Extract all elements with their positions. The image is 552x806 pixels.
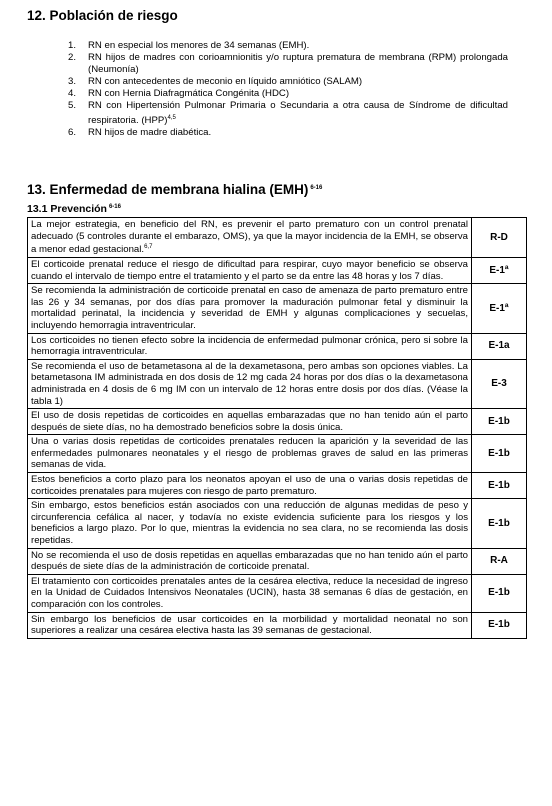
recommendation-text-cell [28, 435, 472, 473]
list-item [68, 76, 508, 88]
list-item [68, 52, 508, 76]
list-number: 3. [68, 76, 77, 87]
risk-population-list [68, 40, 508, 139]
evidence-level: E-1b [472, 612, 527, 638]
list-text: RN hijos de madre diabética. [88, 127, 212, 139]
table-row [28, 333, 527, 359]
list-item [68, 100, 508, 127]
reference-superscript: 6-16 [310, 184, 323, 191]
evidence-level: E-1b [472, 435, 527, 473]
table-row [28, 257, 527, 283]
recommendation-text: Estos beneficios a corto plazo para los neonatos apoyan el uso de una o varias dosis repetidas de corticoides prenatales para mujeres con riesgo de parto prematuro. [31, 474, 468, 497]
recommendations-table [27, 217, 527, 639]
recommendation-text: Sin embargo los beneficios de usar corticoides en la morbilidad y mortalidad neonatal no son superiores a realizar una cesárea electiva hasta las 39 semanas de gestacional. [31, 613, 468, 637]
section-13-title-text: 13. Enfermedad de membrana hialina (EMH) [27, 182, 309, 197]
recommendation-text: Sin embargo, estos beneficios están asociados con una reducción de algunas medidas de peso y circunferencia cefálica al nacer, y todavía no existe evidencia suficiente para los riesgos y los beneficios a largo plazo. Por lo que, mientras la evidencia no sea clara, no se recomienda las dosis repetidas. [31, 500, 468, 547]
recommendation-text-cell [28, 359, 472, 408]
evidence-level: E-1b [472, 473, 527, 499]
table-row [28, 284, 527, 333]
recommendation-text: Los corticoides no tienen efecto sobre la incidencia de enfermedad pulmonar crónica, pero si sobre la hemorragia intraventricular. [31, 334, 468, 358]
recommendation-text-cell [28, 548, 472, 574]
evidence-level: R-A [472, 548, 527, 574]
table-row [28, 499, 527, 548]
recommendation-text: Una o varias dosis repetidas de corticoides prenatales reducen la aparición y la severidad de las enfermedades pulmonares neonatales y el riesgo de problemas graves de salud en las primeras semanas de vida. [31, 436, 468, 471]
recommendation-text: Se recomienda la administración de corticoide prenatal en caso de amenaza de parto prematuro entre las 26 y 34 semanas, por dos días para promover la maduración pulmonar fetal y disminuir la mortalidad perinatal, la incidencia y severidad de EMH y algunas complicaciones y secuelas, incluyendo hemorragia intraventricular. [31, 285, 468, 331]
recommendation-text-cell [28, 612, 472, 638]
recommendation-text: El uso de dosis repetidas de corticoides en aquellas embarazadas que no han tenido aún el parto después de siete días, no ha demostrado beneficios sobre la dosis única. [31, 410, 468, 433]
list-number: 4. [68, 88, 77, 99]
recommendation-text: El tratamiento con corticoides prenatales antes de la cesárea electiva, reduce la necesidad de ingreso en la Unidad de Cuidados Intensivos Neonatales (UCIN), hasta 38 semanas 6 días de gestación, en comparación con los controles. [31, 575, 468, 610]
evidence-level: R-D [472, 218, 527, 258]
recommendation-text-cell [28, 218, 472, 258]
evidence-level: E-3 [472, 359, 527, 408]
recommendation-text: La mejor estrategia, en beneficio del RN, es prevenir el parto prematuro con un control prenatal adecuado (5 controles durante el embarazo, OMS), ya que la mayor incidencia de la EMH, se observa a menor edad gestacional. [31, 219, 468, 256]
table-row [28, 218, 527, 258]
list-item [68, 40, 508, 52]
list-number: 5. [68, 100, 77, 111]
reference-superscript: 6-16 [108, 203, 121, 210]
table-row [28, 435, 527, 473]
section-13-title [27, 182, 322, 197]
list-number: 2. [68, 52, 77, 63]
recommendation-text-cell [28, 257, 472, 283]
section-13-1-title [27, 203, 121, 215]
evidence-level: E-1b [472, 409, 527, 435]
table-row [28, 409, 527, 435]
recommendation-text-cell [28, 499, 472, 548]
recommendation-text: Se recomienda el uso de betametasona al de la dexametasona, pero ambas son opciones viables. La betametasona IM administrada en dos dosis de 12 mg cada 24 horas por dos días o la dexametasona administrada en 4 dosis de 6 mg IM con un intervalo de 12 horas entre dosis por dos días. (Véase la tabla 1) [31, 360, 468, 407]
recommendation-text-cell [28, 333, 472, 359]
table-row [28, 473, 527, 499]
table-row [28, 548, 527, 574]
list-item [68, 127, 508, 139]
list-item [68, 88, 508, 100]
evidence-level: E-1ª [472, 284, 527, 333]
list-text: RN con antecedentes de meconio en líquido amniótico (SALAM) [88, 76, 363, 87]
list-text: RN en especial los menores de 34 semanas (EMH). [88, 40, 310, 51]
evidence-level: E-1b [472, 499, 527, 548]
section-12-title: 12. Población de riesgo [27, 8, 178, 23]
list-number: 6. [68, 127, 77, 139]
section-13-1-title-text: 13.1 Prevención [27, 203, 107, 215]
evidence-level: E-1a [472, 333, 527, 359]
recommendation-text: El corticoide prenatal reduce el riesgo de dificultad para respirar, cuyo mayor beneficio se observa cuando el intervalo de tiempo entre el tratamiento y el parto se da entre las 48 horas y los 7 días. [31, 258, 468, 282]
list-text: RN con Hernia Diafragmática Congénita (HDC) [88, 88, 290, 99]
recommendations-table-body [28, 218, 527, 639]
table-row [28, 574, 527, 612]
table-row [28, 612, 527, 638]
recommendation-text-cell [28, 409, 472, 435]
recommendation-text-cell [28, 574, 472, 612]
reference-superscript: 6,7 [144, 244, 153, 251]
list-text: RN hijos de madres con corioamnionitis y/o ruptura prematura de membrana (RPM) prolongada (Neumonía) [88, 52, 508, 75]
reference-superscript: 4,5 [167, 115, 176, 121]
list-text: RN con Hipertensión Pulmonar Primaria o Secundaria a otra causa de Síndrome de dificultad respiratoria. (HPP) [88, 100, 508, 127]
recommendation-text-cell [28, 473, 472, 499]
recommendation-text-cell [28, 284, 472, 333]
evidence-level: E-1b [472, 574, 527, 612]
table-row [28, 359, 527, 408]
recommendation-text: No se recomienda el uso de dosis repetidas en aquellas embarazadas que no han tenido aún el parto después de siete días de la administración de corticoide prenatal. [31, 549, 468, 573]
evidence-level: E-1ª [472, 257, 527, 283]
list-number: 1. [68, 40, 77, 51]
